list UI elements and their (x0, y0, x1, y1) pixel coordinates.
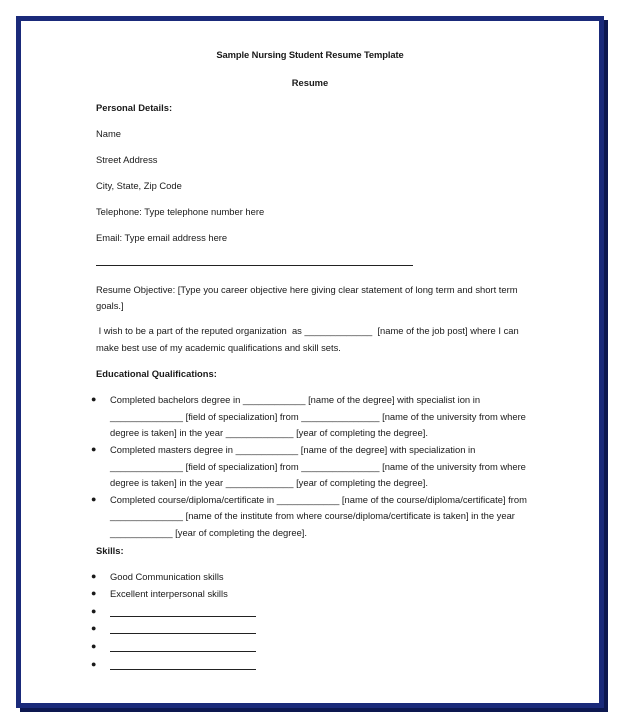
document-frame (16, 16, 604, 708)
bullet-icon: ● (91, 659, 97, 669)
skills-heading: Skills: (96, 545, 124, 556)
document-subtitle: Resume (291, 77, 329, 88)
bullet-icon: ● (91, 571, 97, 581)
education-item-2-line-2: ______________ [field of specialization] from _______________ [name of the university from where (110, 461, 526, 472)
street-address-field: Street Address (96, 154, 158, 165)
skill-blank-line (110, 616, 256, 617)
objective-line-1: Resume Objective: [Type you career objective here giving clear statement of long term and short term (96, 284, 518, 295)
education-item-2-line-3: degree is taken] in the year _____________ [year of completing the degree]. (110, 477, 428, 488)
bullet-icon: ● (91, 444, 97, 454)
education-item-3-line-3: ____________ [year of completing the degree]. (110, 527, 308, 538)
skill-blank-line (110, 633, 256, 634)
education-item-1-line-1: Completed bachelors degree in ____________ [name of the degree] with specialist ion in (110, 394, 481, 405)
bullet-icon: ● (91, 394, 97, 404)
education-item-2-line-1: Completed masters degree in ____________ [name of the degree] with specialization in (110, 444, 476, 455)
email-field: Email: Type email address here (96, 232, 228, 243)
bullet-icon: ● (91, 588, 97, 598)
city-state-zip-field: City, State, Zip Code (96, 180, 182, 191)
education-item-3-line-2: ______________ [name of the institute from where course/diploma/certificate is taken] in the year (110, 510, 515, 521)
education-item-3-line-1: Completed course/diploma/certificate in ____________ [name of the course/diploma/certificate] from (110, 494, 527, 505)
objective-line-3: I wish to be a part of the reputed organization as _____________ [name of the job post] where I can (96, 325, 519, 336)
skill-item-1: Good Communication skills (110, 571, 224, 582)
skill-item-2: Excellent interpersonal skills (110, 588, 228, 599)
education-heading: Educational Qualifications: (96, 368, 217, 379)
skill-blank-line (110, 669, 256, 670)
bullet-icon: ● (91, 606, 97, 616)
objective-line-4: make best use of my academic qualifications and skill sets. (96, 342, 341, 353)
document-title: Sample Nursing Student Resume Template (216, 49, 404, 60)
separator-line (96, 265, 413, 266)
resume-document (21, 21, 599, 703)
education-item-1-line-3: degree is taken] in the year _____________ [year of completing the degree]. (110, 427, 428, 438)
telephone-field: Telephone: Type telephone number here (96, 206, 265, 217)
personal-details-heading: Personal Details: (96, 102, 173, 113)
name-field: Name (96, 128, 122, 139)
bullet-icon: ● (91, 494, 97, 504)
bullet-icon: ● (91, 641, 97, 651)
skill-blank-line (110, 651, 256, 652)
objective-line-2: goals.] (96, 300, 124, 311)
bullet-icon: ● (91, 623, 97, 633)
education-item-1-line-2: ______________ [field of specialization] from _______________ [name of the university from where (110, 411, 526, 422)
